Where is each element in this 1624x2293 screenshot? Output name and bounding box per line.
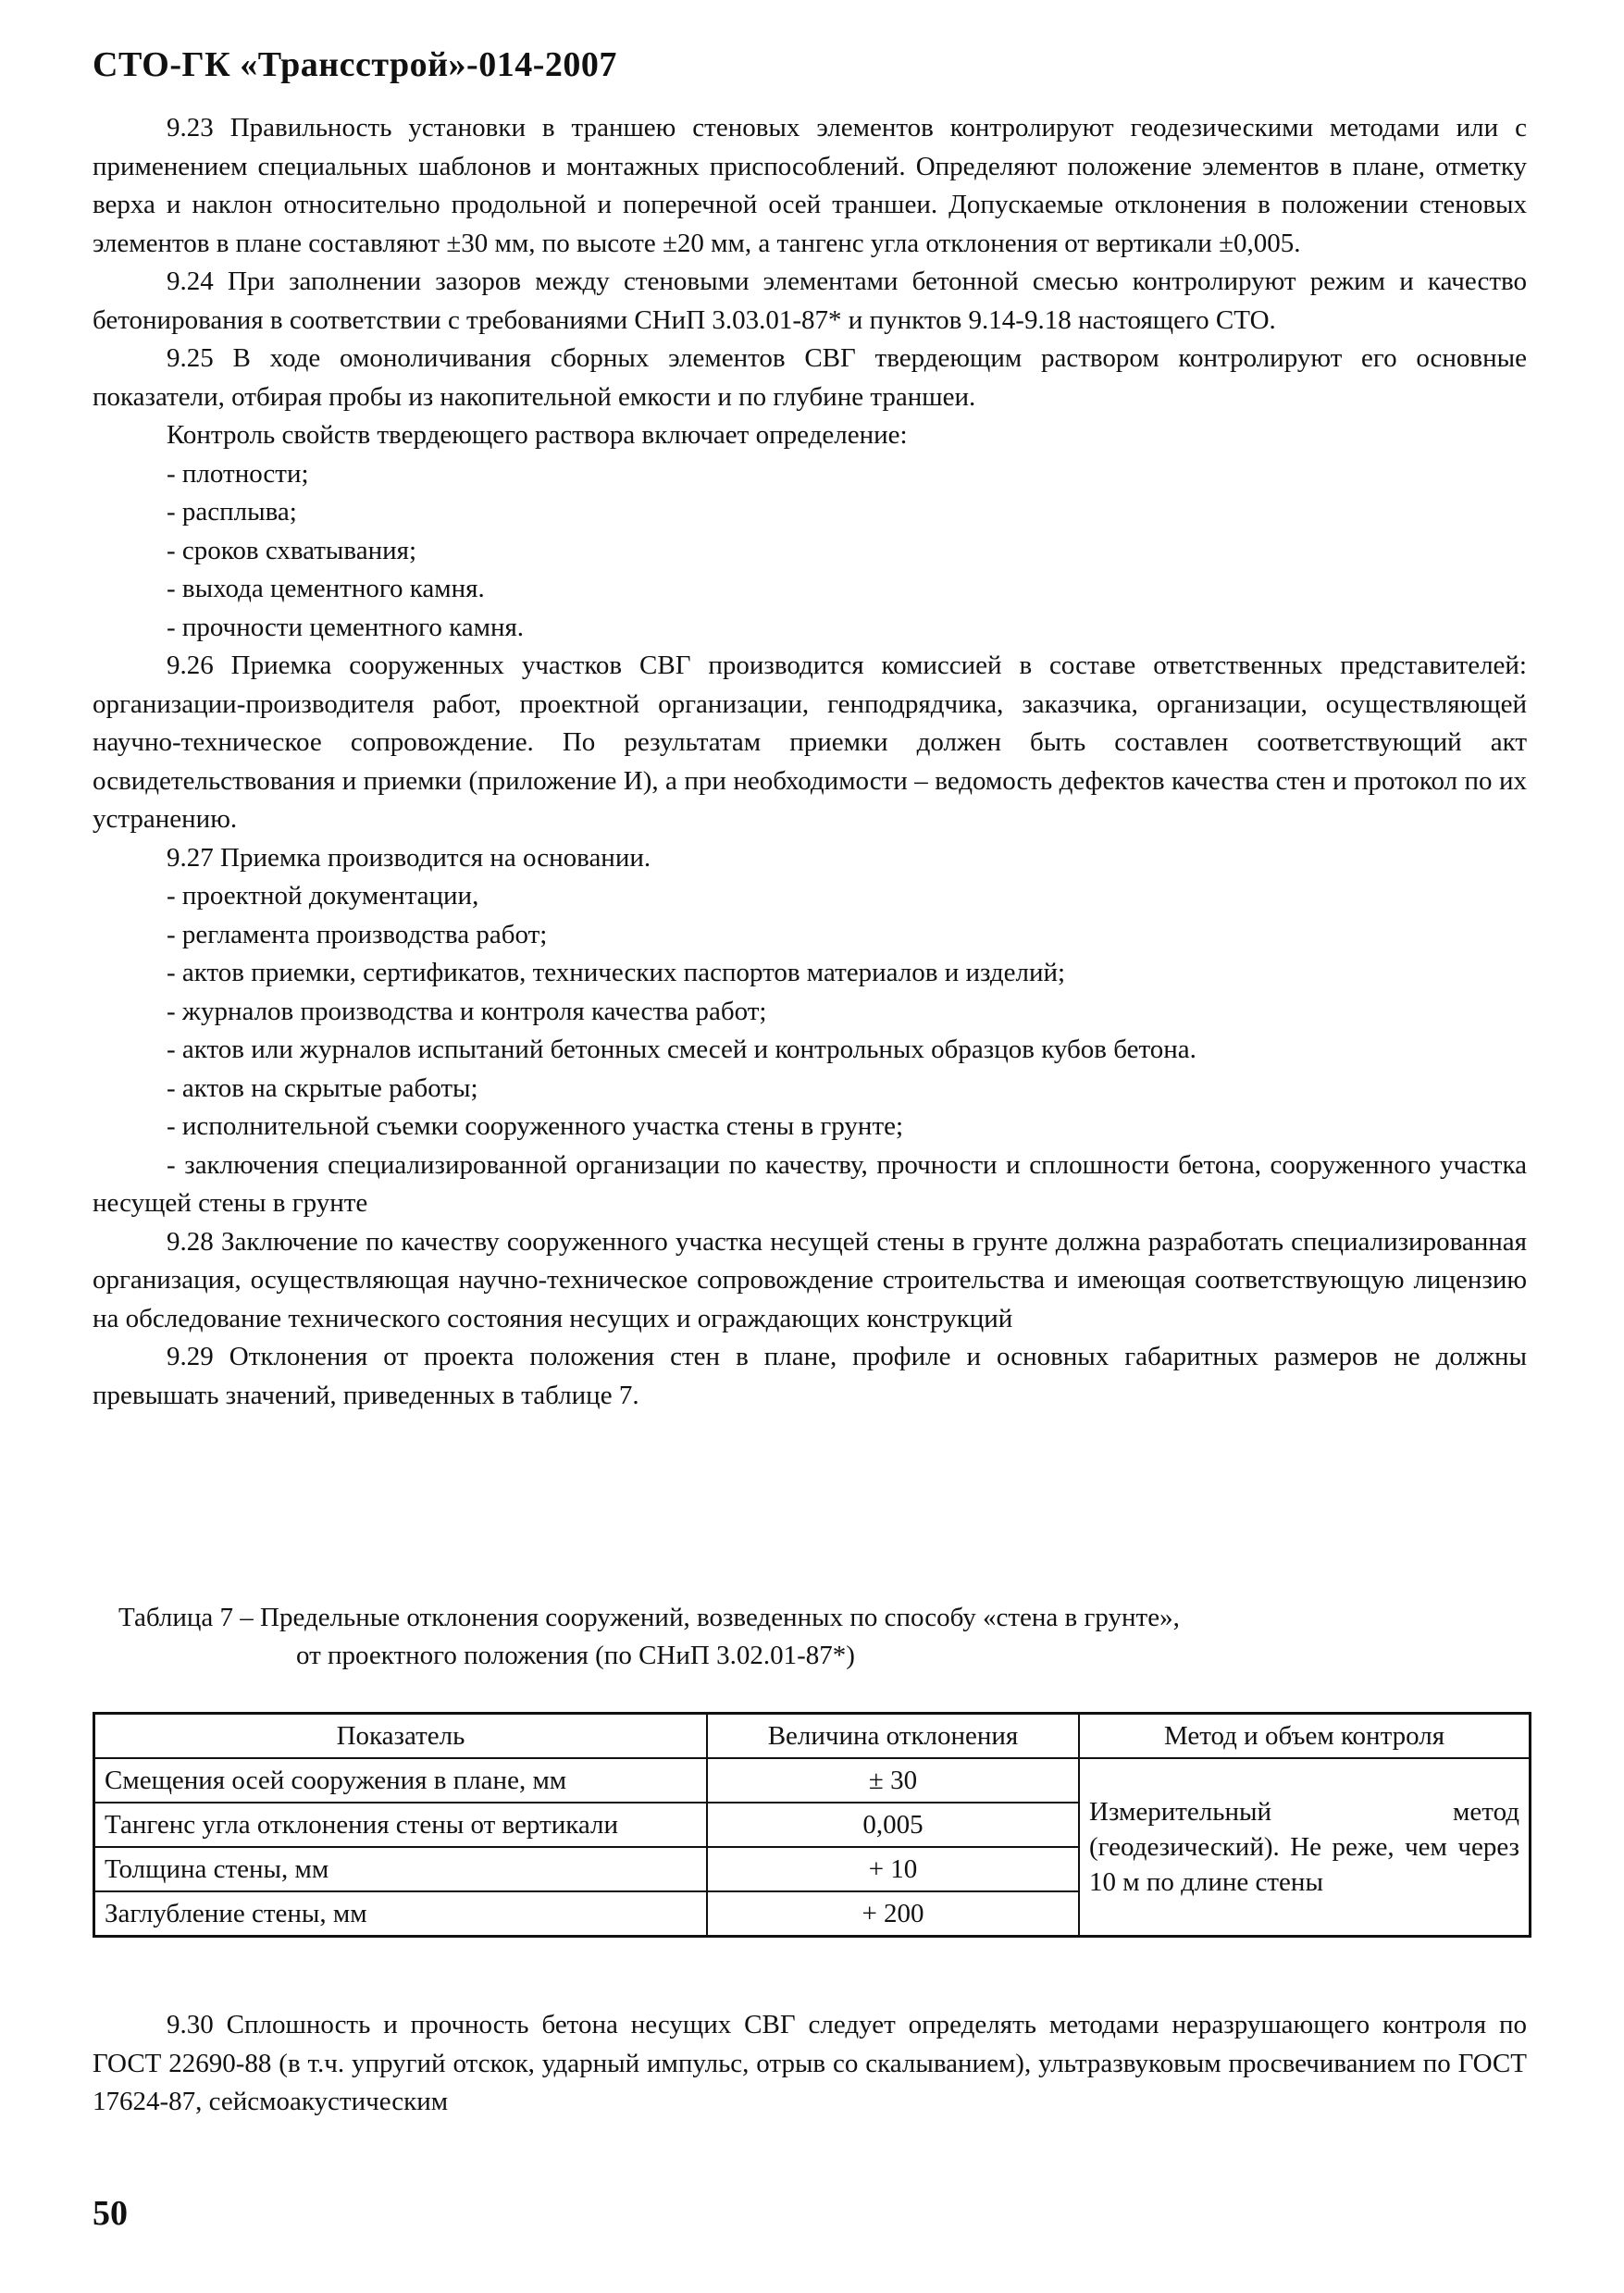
value-cell: ± 30 xyxy=(707,1758,1079,1803)
list-item: - актов или журналов испытаний бетонных смесей и контрольных образцов кубов бетона. xyxy=(167,1035,1196,1064)
list-item: - прочности цементного камня. xyxy=(167,612,525,642)
column-header: Показатель xyxy=(94,1714,708,1759)
control-intro: Контроль свойств твердеющего раствора включает определение: xyxy=(167,420,908,450)
value-cell: + 200 xyxy=(707,1891,1079,1937)
list-item: - актов на скрытые работы; xyxy=(167,1072,478,1103)
page-number: 50 xyxy=(93,2194,128,2233)
list-item: - выхода цементного камня. xyxy=(167,574,485,603)
value-cell: + 10 xyxy=(707,1847,1079,1891)
paragraph-9-23: 9.23 Правильность установки в траншею стеновых элементов контролируют геодезическими методами или с применением специальных шаблонов и монтажных приспособлений. Определяют положение элементов в плане, отметку верха и наклон относительно продольной и поперечной осей траншеи. Допускаемые отклонения в положении стеновых элементов в плане составляют ±30 мм, по высоте ±20 мм, а тангенс угла отклонения от вертикали ±0,005. xyxy=(93,113,1527,258)
indicator-cell: Заглубление стены, мм xyxy=(94,1891,708,1937)
paragraph-9-29: 9.29 Отклонения от проекта положения стен в плане, профиле и основных габаритных размеров не должны превышать значений, приведенных в таблице 7. xyxy=(93,1342,1527,1410)
list-item: - регламента производства работ; xyxy=(167,919,548,949)
deviation-table xyxy=(93,1712,1531,1938)
list-item: - сроков схватывания; xyxy=(167,535,417,565)
body-text xyxy=(93,109,1527,1415)
column-header: Величина отклонения xyxy=(707,1714,1079,1759)
list-item: - исполнительной съемки сооруженного участка стены в грунте; xyxy=(167,1111,904,1141)
method-cell: Измерительный метод (геодезический). Не реже, чем через 10 м по длине стены xyxy=(1079,1758,1531,1937)
indicator-cell: Тангенс угла отклонения стены от вертикали xyxy=(94,1803,708,1847)
paragraph-9-27-intro: 9.27 Приемка производится на основании. xyxy=(167,842,651,873)
table-header-row xyxy=(94,1714,1531,1759)
list-item: - актов приемки, сертификатов, технических паспортов материалов и изделий; xyxy=(167,958,1066,987)
paragraph-9-28: 9.28 Заключение по качеству сооруженного участка несущей стены в грунте должна разработать специализированная организация, осуществляющая научно-техническое сопровождение строительства и имеющая соответствующую лицензию на обследование технического состояния несущих и ограждающих конструкций xyxy=(93,1226,1527,1333)
list-item-last: - заключения специализированной организации по качеству, прочности и сплошности бетона, сооруженного участка несущей стены в грунте xyxy=(93,1149,1527,1218)
paragraph-9-30: 9.30 Сплошность и прочность бетона несущих СВГ следует определять методами неразрушающего контроля по ГОСТ 22690-88 (в т.ч. упругий отскок, ударный импульс, отрыв со скалыванием), ультразвуковым просвечиванием по ГОСТ 17624-87, сейсмоакустическим xyxy=(93,2010,1527,2116)
table-caption-line-2: от проектного положения (по СНиП 3.02.01-87*) xyxy=(296,1641,855,1670)
paragraph-9-24: 9.24 При заполнении зазоров между стеновыми элементами бетонной смесью контролируют режим и качество бетонирования в соответствии с требованиями СНиП 3.03.01-87* и пунктов 9.14-9.18 настоящего СТО. xyxy=(93,266,1527,335)
indicator-cell: Смещения осей сооружения в плане, мм xyxy=(94,1758,708,1803)
list-item: - проектной документации, xyxy=(167,881,479,911)
table-caption-line-1: Таблица 7 – Предельные отклонения сооружений, возведенных по способу «стена в грунте», xyxy=(118,1603,1180,1632)
column-header: Метод и объем контроля xyxy=(1079,1714,1531,1759)
bottom-text xyxy=(93,2006,1527,2122)
list-item: - журналов производства и контроля качества работ; xyxy=(167,996,767,1026)
indicator-cell: Толщина стены, мм xyxy=(94,1847,708,1891)
paragraph-9-26: 9.26 Приемка сооруженных участков СВГ производится комиссией в составе ответственных представителей: организации-производителя работ, проектной организации, генподрядчика, заказчика, организации, осуществляющей научно-техническое сопровождение. По результатам приемки должен быть составлен соответствующий акт освидетельствования и приемки (приложение И), а при необходимости – ведомость дефектов качества стен и протокол по их устранению. xyxy=(93,651,1527,834)
list-item: - плотности; xyxy=(167,458,309,489)
value-cell: 0,005 xyxy=(707,1803,1079,1847)
document-header: СТО-ГК «Трансстрой»-014-2007 xyxy=(93,45,617,84)
table-row xyxy=(94,1758,1531,1803)
list-item: - расплыва; xyxy=(167,497,297,527)
table-caption xyxy=(118,1599,1525,1675)
paragraph-9-25: 9.25 В ходе омоноличивания сборных элементов СВГ твердеющим раствором контролируют его основные показатели, отбирая пробы из накопительной емкости и по глубине траншеи. xyxy=(93,343,1527,412)
